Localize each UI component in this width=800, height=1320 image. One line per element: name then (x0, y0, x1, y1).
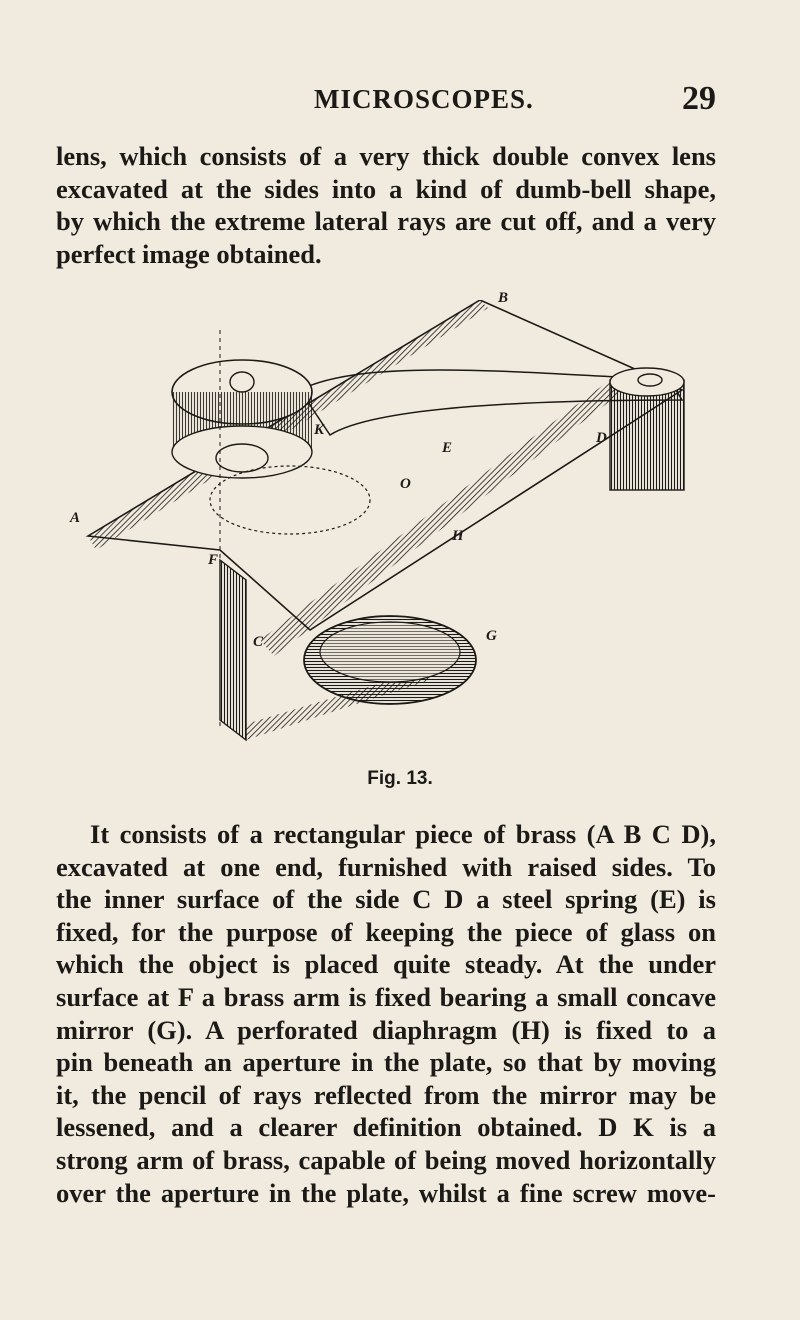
text-line: excavated at the sides into a kind of dumb-bell shape, (56, 173, 716, 204)
text-line: over the aperture in the plate, whilst a fine screw move- (56, 1177, 716, 1208)
label-g: G (486, 628, 497, 644)
text-line: lens, which consists of a very thick double convex lens (56, 141, 716, 171)
page-number: 29 (682, 80, 716, 117)
label-f: F (208, 552, 219, 568)
arm-f (220, 560, 246, 740)
label-c: C (253, 634, 264, 650)
running-head (56, 80, 716, 120)
figure-caption: Fig. 13. (367, 768, 433, 789)
paragraph-top (56, 140, 716, 270)
text-line: surface at F a brass arm is fixed bearing a small concave (56, 981, 716, 1012)
running-title: MICROSCOPES. (314, 84, 534, 114)
text-line: strong arm of brass, capable of being moved horizontally (56, 1144, 716, 1175)
text-line: fixed, for the purpose of keeping the piece of glass on (56, 916, 716, 947)
brass-plate-outline (88, 300, 682, 630)
label-b: B (498, 290, 509, 306)
text-line: perfect image obtained. (56, 238, 322, 269)
text-line: excavated at one end, furnished with raised sides. To (56, 851, 716, 882)
text-line: which the object is placed quite steady. At the under (56, 949, 716, 980)
text-line: the inner surface of the side C D a steel spring (E) is (56, 884, 716, 915)
label-h: H (452, 528, 464, 544)
text-line: it, the pencil of rays reflected from the mirror may be (56, 1079, 716, 1110)
label-e: E (442, 440, 453, 456)
label-a: A (70, 510, 81, 526)
paragraph-body (56, 818, 716, 1209)
label-k: K (314, 422, 325, 438)
engraving-drawing (70, 300, 700, 770)
text-line: pin beneath an aperture in the plate, so that by moving (56, 1047, 716, 1078)
text-line: by which the extreme lateral rays are cut off, and a very (56, 206, 716, 237)
label-d: D (596, 430, 607, 446)
label-o: O (400, 476, 411, 492)
text-line: mirror (G). A perforated diaphragm (H) is fixed to a (56, 1014, 716, 1045)
text-line: It consists of a rectangular piece of brass (A B C D), (90, 819, 716, 849)
figure-13-stage-plate-illustration (70, 290, 700, 770)
text-line: lessened, and a clearer definition obtained. D K is a (56, 1112, 716, 1143)
